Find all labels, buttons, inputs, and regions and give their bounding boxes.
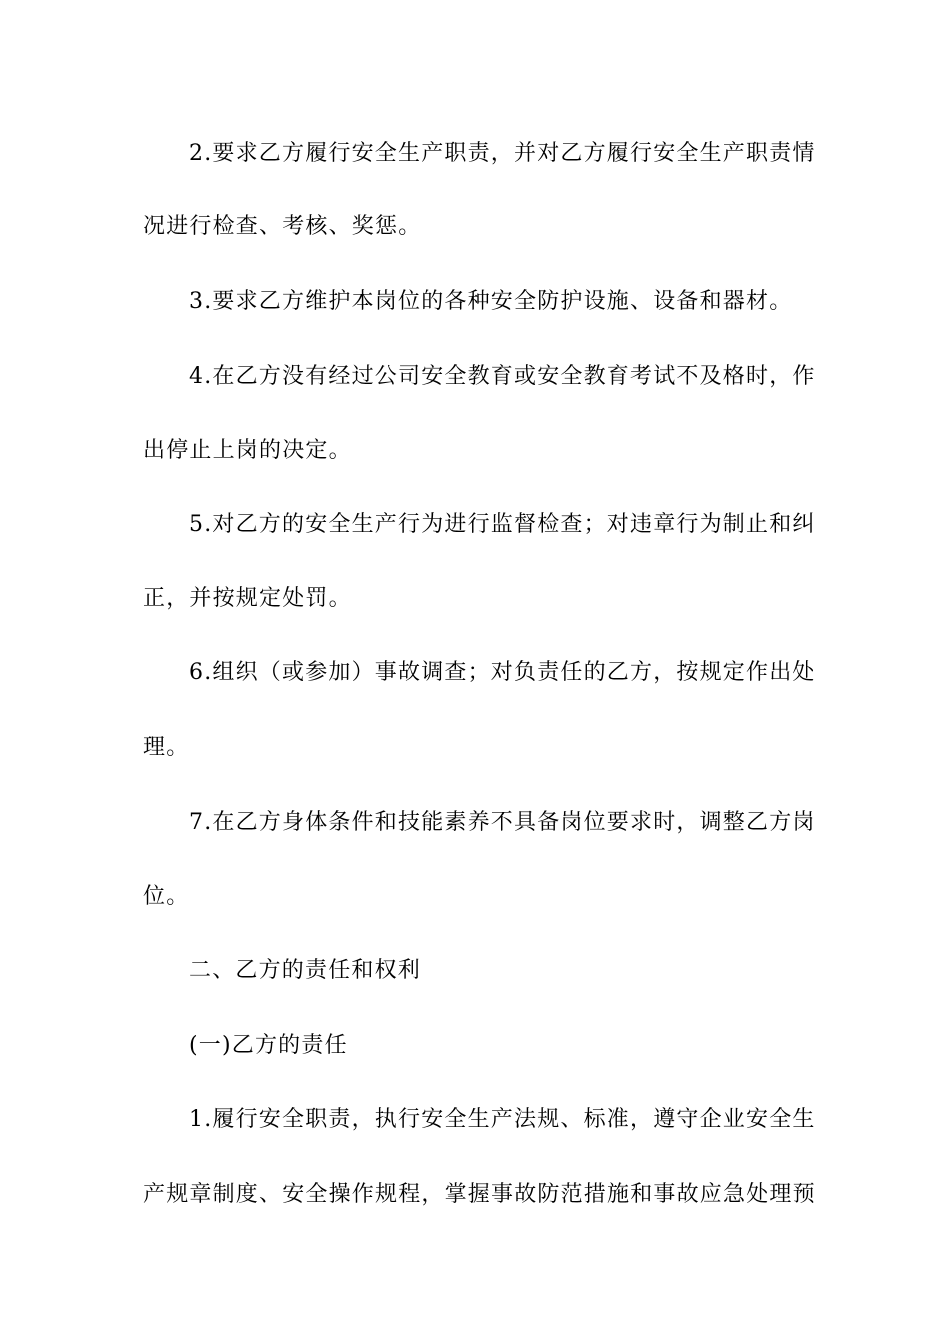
paragraph-line: 位。 xyxy=(143,884,190,909)
paragraph-line: 出停止上岗的决定。 xyxy=(143,438,352,463)
paragraph-line: 6.组织（或参加）事故调查；对负责任的乙方，按规定作出处 xyxy=(189,660,816,685)
subsection-heading: (一)乙方的责任 xyxy=(189,1033,348,1058)
section-heading: 二、乙方的责任和权利 xyxy=(189,958,422,983)
paragraph-line: 7.在乙方身体条件和技能素养不具备岗位要求时，调整乙方岗 xyxy=(189,810,816,835)
paragraph-line: 1.履行安全职责，执行安全生产法规、标准，遵守企业安全生 xyxy=(189,1107,816,1132)
paragraph-line: 正，并按规定处罚。 xyxy=(143,586,352,611)
paragraph-line: 况进行检查、考核、奖惩。 xyxy=(143,214,422,239)
paragraph-line: 理。 xyxy=(143,735,190,760)
paragraph-line: 2.要求乙方履行安全生产职责，并对乙方履行安全生产职责情 xyxy=(189,141,816,166)
paragraph-line: 5.对乙方的安全生产行为进行监督检查；对违章行为制止和纠 xyxy=(189,512,816,537)
paragraph-line: 产规章制度、安全操作规程，掌握事故防范措施和事故应急处理预 xyxy=(143,1182,816,1207)
paragraph-line: 3.要求乙方维护本岗位的各种安全防护设施、设备和器材。 xyxy=(189,289,793,314)
paragraph-line: 4.在乙方没有经过公司安全教育或安全教育考试不及格时，作 xyxy=(189,364,816,389)
